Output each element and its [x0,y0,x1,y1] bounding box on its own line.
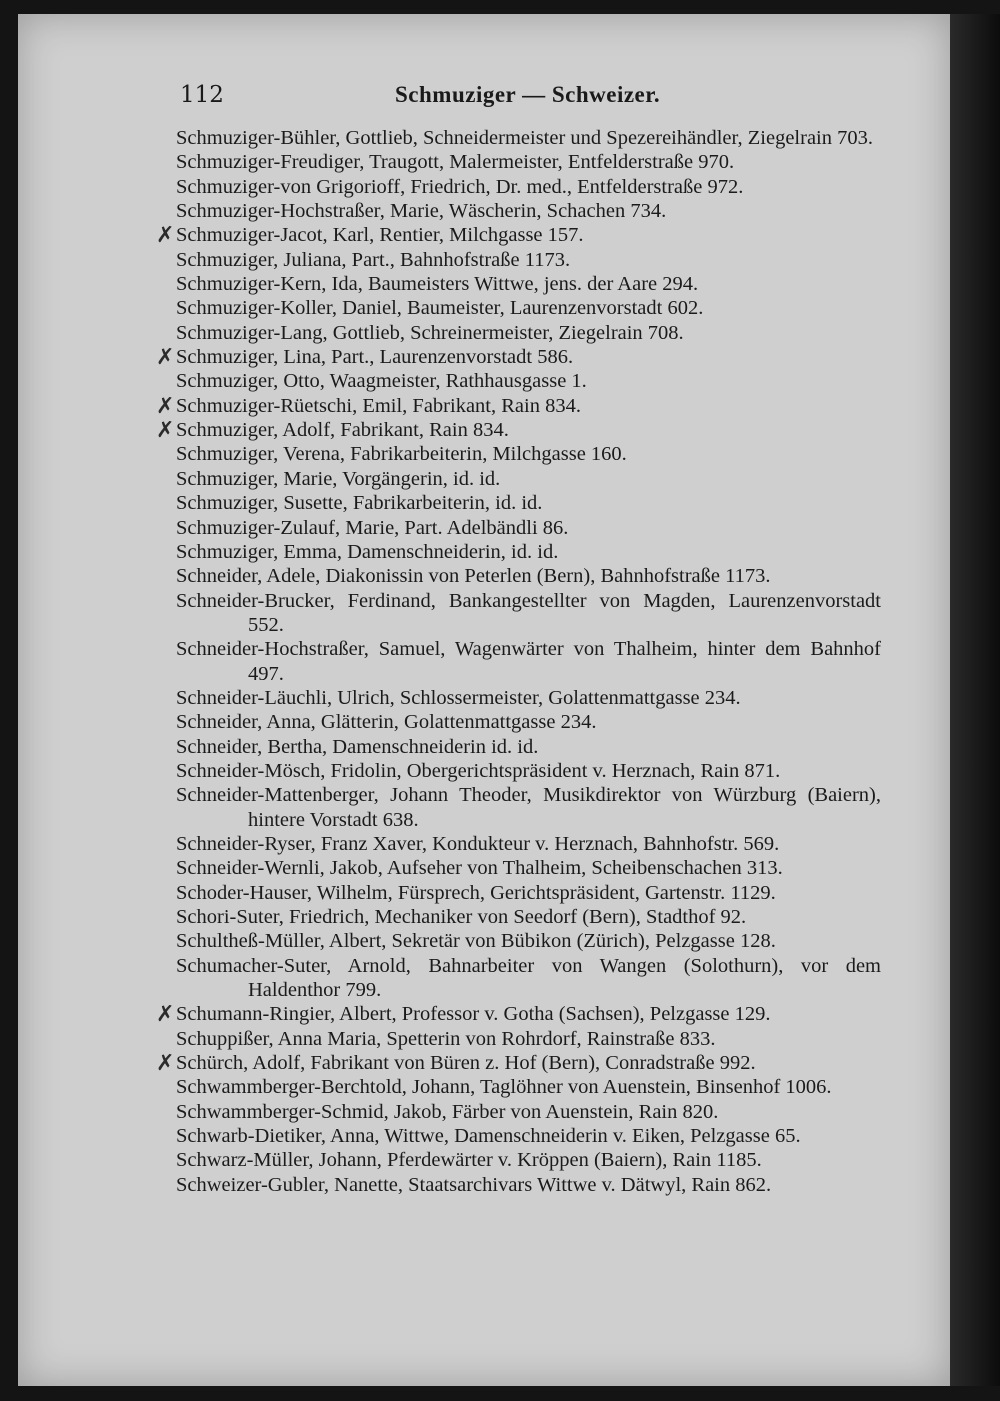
entry-text: Schmuziger-Hochstraßer, Marie, Wäscherin, Schachen 734. [176,200,667,223]
entry-text: Schneider, Bertha, Damenschneiderin id. id. [176,735,539,758]
pencil-check-mark: ✗ [156,223,175,249]
directory-entry [156,345,881,371]
entry-text: Schmuziger, Verena, Fabrikarbeiterin, Milchgasse 160. [176,443,627,466]
page-header [180,82,880,112]
entry-text: Schwammberger-Berchtold, Johann, Taglöhner von Auenstein, Binsenhof 1006. [176,1076,832,1099]
entry-text: Schneider-Mösch, Fridolin, Obergerichtspräsident v. Herznach, Rain 871. [176,759,781,782]
entry-text: Schuppißer, Anna Maria, Spetterin von Rohrdorf, Rainstraße 833. [176,1027,716,1050]
directory-entry [176,1075,881,1099]
entry-text: Schneider-Ryser, Franz Xaver, Kondukteur v. Herznach, Bahnhofstr. 569. [176,832,780,855]
directory-entry [176,272,881,296]
entry-text: Schultheß-Müller, Albert, Sekretär von Bübikon (Zürich), Pelzgasse 128. [176,930,776,953]
directory-entry [176,491,881,515]
directory-entry [176,686,881,710]
directory-entry [176,564,881,588]
directory-entry [156,1002,881,1028]
directory-entry [176,321,881,345]
entry-text: Schmuziger-Bühler, Gottlieb, Schneidermeister und Spezereihändler, Ziegelrain 703. [176,127,873,149]
directory-entry [176,199,881,223]
directory-entry [176,248,881,272]
entry-text: Schneider, Anna, Glätterin, Golattenmattgasse 234. [176,711,597,734]
entry-text: Schmuziger, Marie, Vorgängerin, id. id. [176,467,501,490]
directory-entry [176,1173,881,1197]
directory-entry [176,126,881,150]
directory-entry [176,905,881,929]
directory-entry [176,516,881,540]
entry-text: Schori-Suter, Friedrich, Mechaniker von Seedorf (Bern), Stadthof 92. [176,906,747,928]
directory-entry [176,929,881,953]
page-gutter [950,14,1000,1386]
directory-entry [176,832,881,856]
pencil-check-mark: ✗ [156,1051,175,1077]
pencil-check-mark: ✗ [156,1002,175,1028]
directory-entry [176,1148,881,1172]
entry-text: Schmuziger-Koller, Daniel, Baumeister, Laurenzenvorstadt 602. [176,297,704,320]
entry-text: Schneider, Adele, Diakonissin von Peterlen (Bern), Bahnhofstraße 1173. [176,565,771,588]
directory-entry [176,1027,881,1051]
pencil-check-mark: ✗ [156,418,175,444]
entry-text: Schwarz-Müller, Johann, Pferdewärter v. Kröppen (Baiern), Rain 1185. [176,1149,762,1172]
entry-text: Schmuziger, Lina, Part., Laurenzenvorstadt 586. [176,346,574,369]
directory-entry [176,540,881,564]
entry-text: Schmuziger-Rüetschi, Emil, Fabrikant, Rain 834. [176,394,581,417]
directory-entry [176,467,881,491]
entry-text: Schumann-Ringier, Albert, Professor v. Gotha (Sachsen), Pelzgasse 129. [176,1003,771,1026]
entry-text: Schoder-Hauser, Wilhelm, Fürsprech, Gerichtspräsident, Gartenstr. 1129. [176,881,776,904]
entry-text: Schmuziger, Emma, Damenschneiderin, id. id. [176,540,559,563]
entry-text: Schwarb-Dietiker, Anna, Wittwe, Damenschneiderin v. Eiken, Pelzgasse 65. [176,1125,801,1148]
directory-entry [176,296,881,320]
entry-text: Schumacher-Suter, Arnold, Bahnarbeiter von Wangen (Solothurn), vor dem Haldenthor 799. [176,954,881,1002]
directory-entry [176,710,881,734]
page-number: 112 [180,82,224,108]
entry-text: Schweizer-Gubler, Nanette, Staatsarchivars Wittwe v. Dätwyl, Rain 862. [176,1173,772,1196]
entry-text: Schmuziger-von Grigorioff, Friedrich, Dr. med., Entfelderstraße 972. [176,175,744,198]
entry-text: Schneider-Läuchli, Ulrich, Schlossermeister, Golattenmattgasse 234. [176,686,741,709]
entry-text: Schwammberger-Schmid, Jakob, Färber von Auenstein, Rain 820. [176,1100,719,1123]
directory-entry [176,589,881,638]
directory-entry [176,881,881,905]
entry-text: Schneider-Brucker, Ferdinand, Bankangestellter von Magden, Laurenzenvorstadt 552. [176,589,881,636]
entry-text: Schmuziger-Kern, Ida, Baumeisters Wittwe, jens. der Aare 294. [176,273,699,296]
pencil-check-mark: ✗ [156,393,175,419]
entry-text: Schneider-Wernli, Jakob, Aufseher von Thalheim, Scheibenschachen 313. [176,857,783,880]
directory-entry [156,393,881,419]
entry-text: Schmuziger, Otto, Waagmeister, Rathhausgasse 1. [176,370,587,393]
entry-text: Schmuziger-Freudiger, Traugott, Malermeister, Entfelderstraße 970. [176,151,735,174]
entry-text: Schmuziger, Juliana, Part., Bahnhofstraße 1173. [176,248,571,271]
directory-entry [156,418,881,444]
entry-text: Schmuziger-Jacot, Karl, Rentier, Milchgasse 157. [176,224,584,247]
directory-entry [176,783,881,832]
running-head: Schmuziger — Schweizer. [395,82,661,107]
directory-entry [176,735,881,759]
directory-entry [176,150,881,174]
directory-entry [176,954,881,1003]
directory-entry [176,175,881,199]
pencil-check-mark: ✗ [156,345,175,371]
directory-entry [156,1051,881,1077]
entry-text: Schmuziger-Lang, Gottlieb, Schreinermeister, Ziegelrain 708. [176,321,684,344]
entry-text: Schneider-Hochstraßer, Samuel, Wagenwärter von Thalheim, hinter dem Bahnhof 497. [176,638,881,685]
directory-entry [176,856,881,880]
entry-text: Schürch, Adolf, Fabrikant von Büren z. Hof (Bern), Conradstraße 992. [176,1052,756,1075]
entry-text: Schmuziger, Susette, Fabrikarbeiterin, id. id. [176,492,543,515]
directory-entry [176,442,881,466]
directory-entries [156,126,881,1197]
directory-entry [176,759,881,783]
entry-text: Schmuziger-Zulauf, Marie, Part. Adelbändli 86. [176,516,569,539]
directory-entry [176,1100,881,1124]
directory-entry [176,1124,881,1148]
entry-text: Schneider-Mattenberger, Johann Theoder, Musikdirektor von Würzburg (Baiern), hintere Vorstadt 638. [176,784,881,831]
directory-entry [156,223,881,249]
directory-entry [176,369,881,393]
entry-text: Schmuziger, Adolf, Fabrikant, Rain 834. [176,419,509,442]
directory-entry [176,637,881,686]
